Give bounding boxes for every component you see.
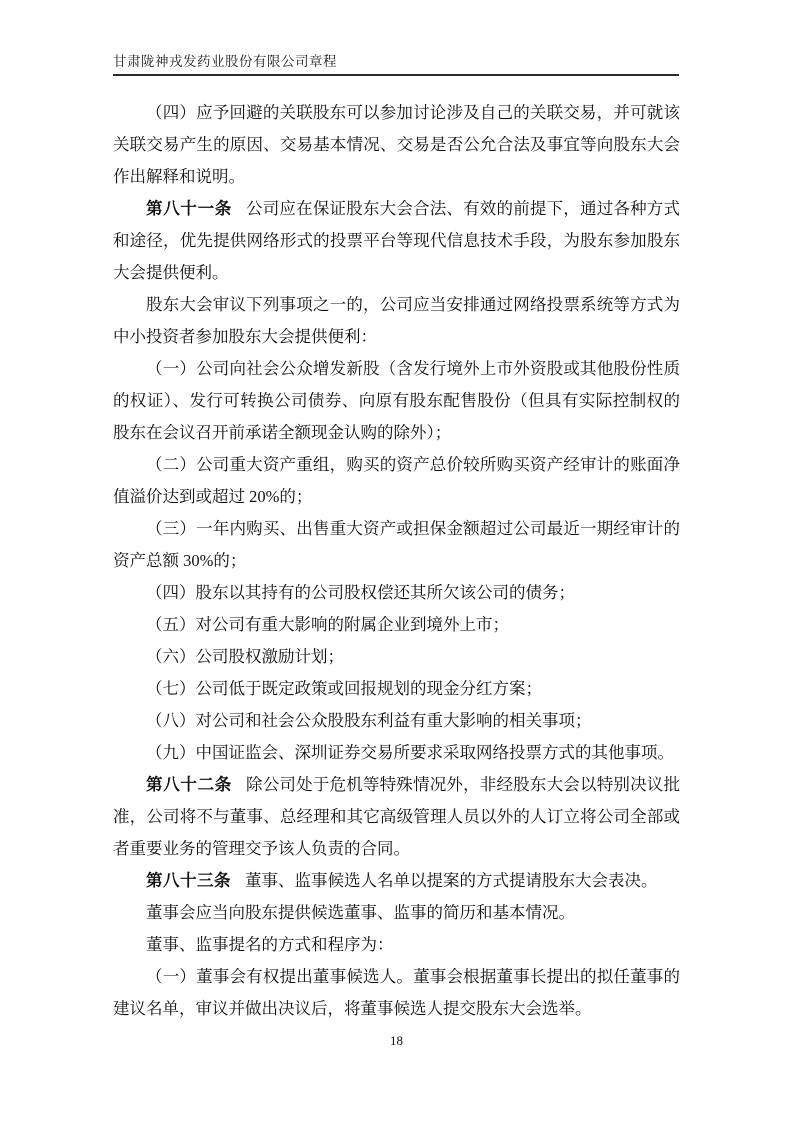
list-item-paragraph: （二）公司重大资产重组，购买的资产总价较所购买资产经审计的账面净值溢价达到或超过 20%的； xyxy=(113,455,680,506)
page-header xyxy=(113,0,679,76)
list-item-paragraph: （九）中国证监会、深圳证券交易所要求采取网络投票方式的其他事项。 xyxy=(146,743,674,762)
clause-paragraph: 董事、监事提名的方式和程序为： xyxy=(146,935,394,954)
list-item-paragraph: （七）公司低于既定政策或回报规划的现金分红方案； xyxy=(146,679,542,698)
list-item-paragraph: （六）公司股权激励计划； xyxy=(146,647,344,666)
article-paragraph: 第八十二条 除公司处于危机等特殊情况外，非经股东大会以特别决议批准，公司将不与董事、总经理和其它高级管理人员以外的人订立将公司全部或者重要业务的管理交予该人负责的合同。 xyxy=(113,775,681,858)
article-paragraph: 第八十三条 董事、监事候选人名单以提案的方式提请股东大会表决。 xyxy=(146,871,658,890)
page-footer xyxy=(0,1031,793,1050)
list-item-paragraph: （四）股东以其持有的公司股权偿还其所欠该公司的债务； xyxy=(146,583,575,602)
list-item-paragraph: （五）对公司有重大影响的附属企业到境外上市； xyxy=(146,615,509,634)
document-title: 甘肃陇神戎发药业股份有限公司章程 xyxy=(113,54,337,69)
page-number: 18 xyxy=(390,1033,403,1048)
list-item-paragraph: （八）对公司和社会公众股股东利益有重大影响的相关事项； xyxy=(146,711,592,730)
article-number: 第八十二条 xyxy=(146,775,232,794)
list-item-paragraph: （一）公司向社会公众增发新股（含发行境外上市外资股或其他股份性质的权证）、发行可转换公司债券、向原有股东配售股份（但具有实际控制权的股东在会议召开前承诺全额现金认购的除外）； xyxy=(113,359,680,442)
article-number: 第八十一条 xyxy=(146,199,232,218)
article-number: 第八十三条 xyxy=(146,871,231,890)
article-paragraph: 第八十一条 公司应在保证股东大会合法、有效的前提下，通过各种方式和途径，优先提供网络形式的投票平台等现代信息技术手段，为股东参加股东大会提供便利。 xyxy=(113,199,681,282)
clause-paragraph: 董事会应当向股东提供候选董事、监事的简历和基本情况。 xyxy=(146,903,575,922)
document-body xyxy=(113,97,680,1025)
clause-paragraph: （四）应予回避的关联股东可以参加讨论涉及自己的关联交易，并可就该关联交易产生的原因、交易基本情况、交易是否公允合法及事宜等向股东大会作出解释和说明。 xyxy=(113,103,680,186)
clause-paragraph: 股东大会审议下列事项之一的，公司应当安排通过网络投票系统等方式为中小投资者参加股东大会提供便利： xyxy=(113,295,680,346)
list-item-paragraph: （一）董事会有权提出董事候选人。董事会根据董事长提出的拟任董事的建议名单，审议并做出决议后，将董事候选人提交股东大会选举。 xyxy=(113,967,680,1018)
list-item-paragraph: （三）一年内购买、出售重大资产或担保金额超过公司最近一期经审计的资产总额 30%的； xyxy=(113,519,680,570)
